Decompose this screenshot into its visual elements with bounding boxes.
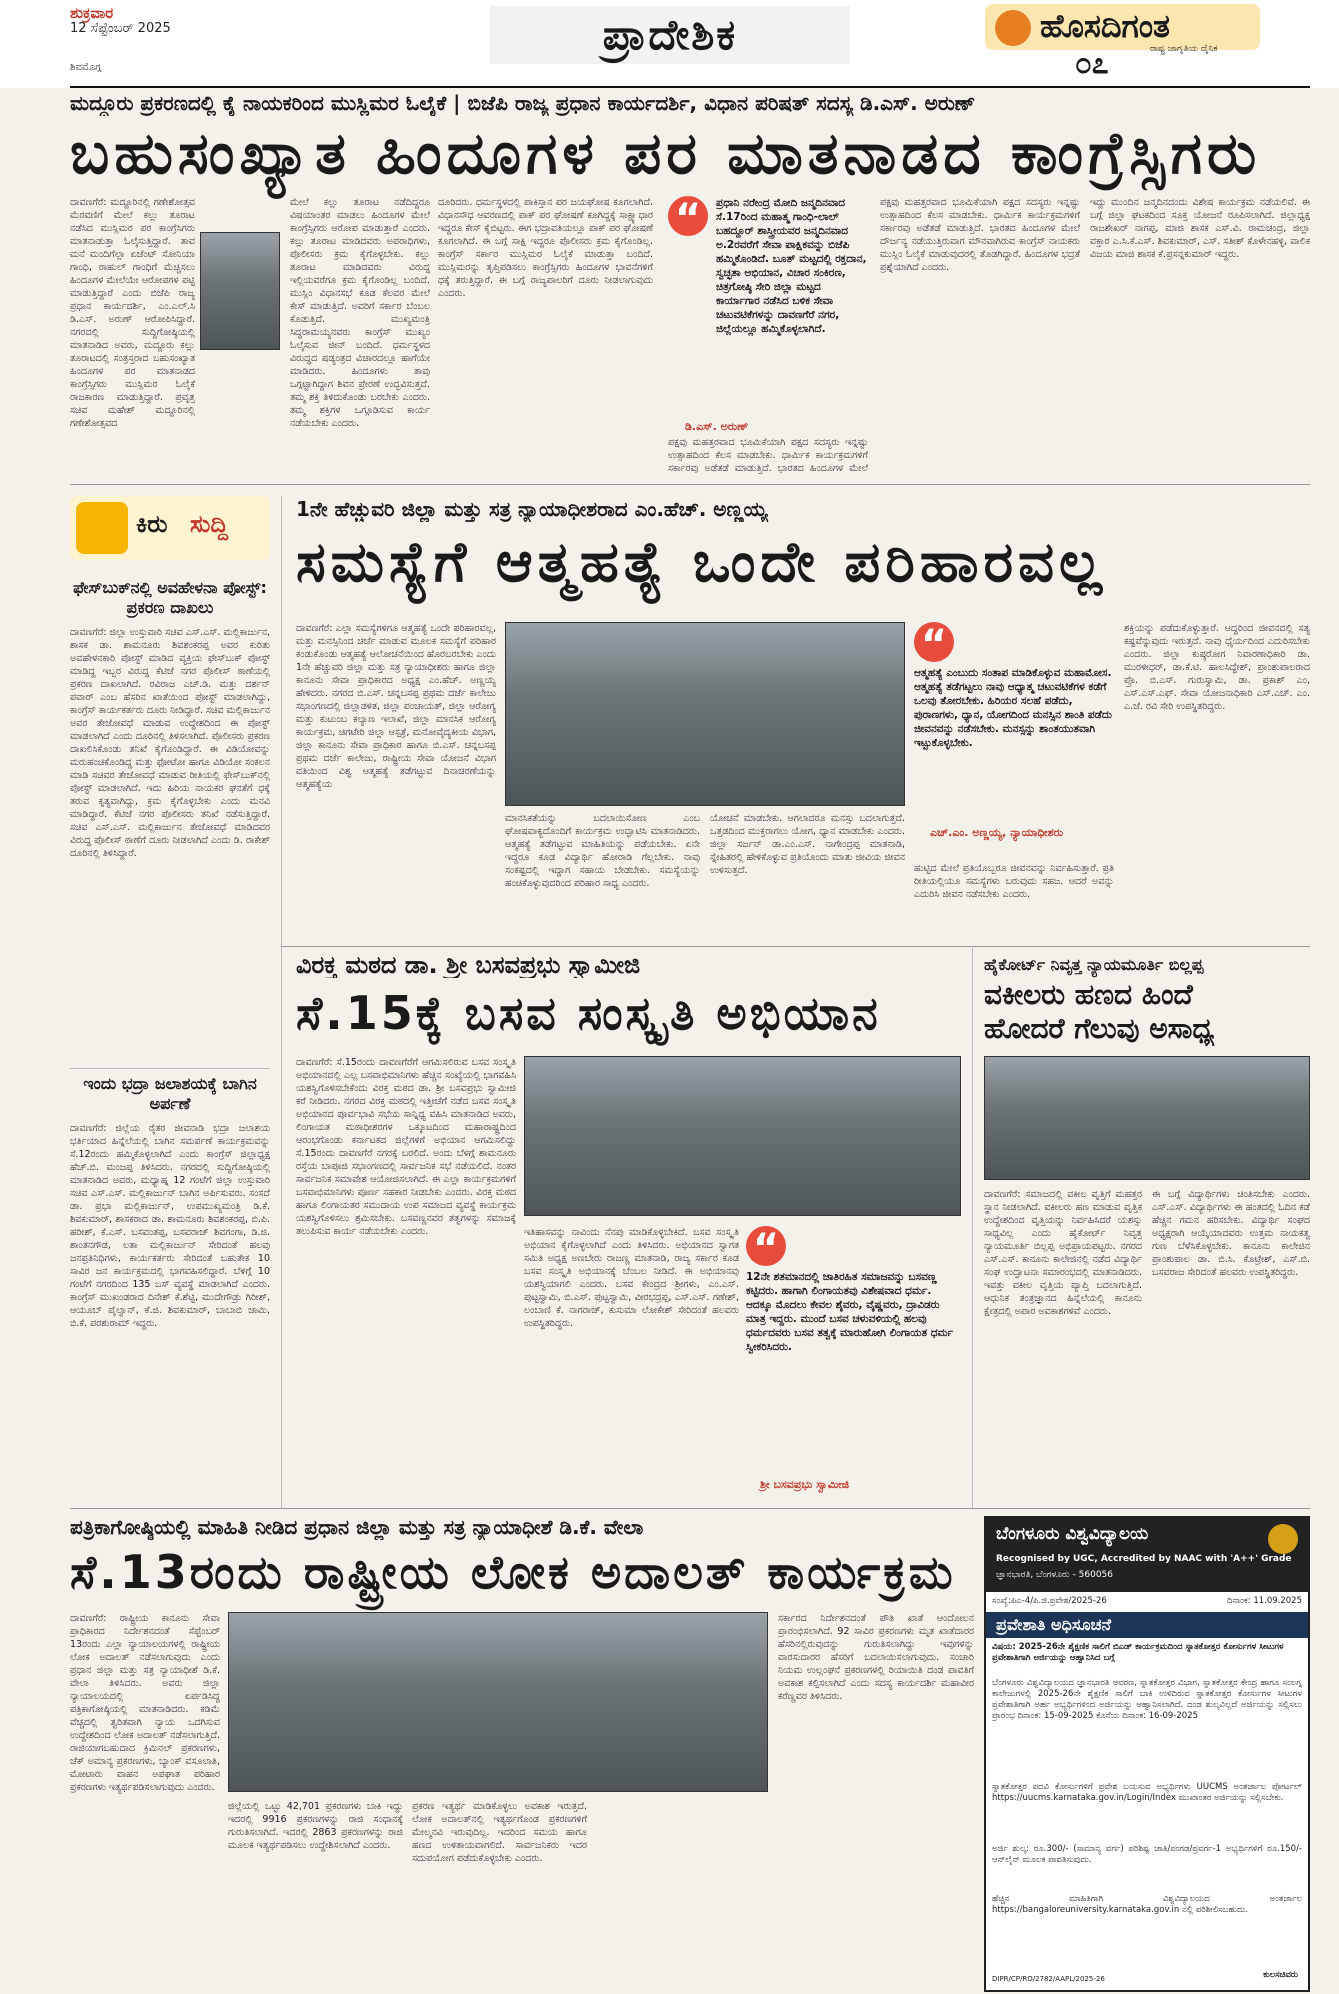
story1-col1: ದಾವಣಗೆರೆ: ಮದ್ದೂರಿನಲ್ಲಿ ಗಣೇಶೋತ್ಸವ ಮೆರವಣಿಗೆ ಮೇಲೆ ಕಲ್ಲು ತೂರಾಟ ನಡೆಸಿದ ಮುಸ್ಲಿಮರ ಪರ ಕಾಂಗ್ರೆಸಿಗರು ಮಾತನಾಡುತ್ತಾ ಓಲೈಸುತ್ತಿದ್ದಾರೆ. ತಾವ ಮನೆ ಮಂದಿಗೆಲ್ಲಾ ಏಜೆಂಟ್ ಸೋನಿಯಾ ಗಾಂಧಿ, ರಾಹುಲ್ ಗಾಂಧಿಗೆ ಮೆಚ್ಚಿಸಲು ಹಿಂದೂಗಳ ಮೇಲೆಯೇ ಆರೋಪಗಳ ಪಟ್ಟಿ ಮಾಡುತ್ತಿದ್ದಾರೆ ಎಂದು ಬಿಜೆಪಿ ರಾಜ್ಯ ಪ್ರಧಾನ ಕಾರ್ಯದರ್ಶಿ, ಎಂ.ಎಲ್.ಸಿ ಡಿ.ಎಸ್. ಅರುಣ್ ಆರೋಪಿಸಿದ್ದಾರೆ. ನಗರದಲ್ಲಿ ಸುದ್ದಿಗೋಷ್ಠಿಯಲ್ಲಿ ಮಾತನಾಡಿದ ಅವರು, ಮದ್ದೂರು ಕಲ್ಲು ತೂರಾಟದಲ್ಲಿ ಸಂತ್ರಸ್ತರಾದ ಬಹುಸಂಖ್ಯಾತ ಹಿಂದೂಗಳ ಪರ ಮಾತನಾಡದ ಕಾಂಗ್ರೆಸ್ಸಿಗರು ಮುಸ್ಲಿಮರ ಓಲೈಕೆ ರಾಜಕಾರಣ ಮಾಡುತ್ತಿದ್ದಾರೆ. ಪ್ರವೃತ್ತ ಸಚಿವ ಮಹೇಶ್ ಮದ್ದೂರಿನಲ್ಲಿ ಗಣೇಶೋತ್ಸವದ [70, 197, 195, 429]
story3-headline: ಸೆ.15ಕ್ಕೆ ಬಸವ ಸಂಸ್ಕೃತಿ ಅಭಿಯಾನ [296, 986, 881, 1040]
story1-quote-text: ಪ್ರಧಾನಿ ನರೇಂದ್ರ ಮೋದಿ ಜನ್ಮದಿನವಾದ ಸೆ.17ರಿಂದ ಮಹಾತ್ಮ ಗಾಂಧಿ-ಲಾಲ್ ಬಹದ್ದೂರ್ ಶಾಸ್ತ್ರೀಯವರ ಜನ್ಮದಿನವಾದ ಅ.2ರವರೆಗೆ ಸೇವಾ ಪಾಕ್ಷಿಕವನ್ನು ಬಿಜೆಪಿ ಹಮ್ಮಿಕೊಂಡಿದೆ. ಬೂತ್ ಮಟ್ಟದಲ್ಲಿ ರಕ್ತದಾನ, ಸ್ವಚ್ಛತಾ ಅಭಿಯಾನ, ವಿಚಾರ ಸಂಕಿರಣ, ಚಿತ್ರಗೋಷ್ಠಿ ಸೇರಿ ಜಿಲ್ಲಾ ಮಟ್ಟದ ಕಾರ್ಯಾಗಾರ ನಡೆಸಿದ ಬಳಿಕ ಸೇವಾ ಚಟುವಟಿಕೆಗಳನ್ನು ದಾವಣಗೆರೆ ನಗರ, ಜಿಲ್ಲೆಯಲ್ಲೂ ಹಮ್ಮಿಕೊಳ್ಳಲಾಗಿದೆ. [716, 197, 867, 335]
story3-photo [524, 1056, 961, 1216]
university-seal-icon [1268, 1524, 1298, 1554]
story2-quote-text: ಆತ್ಮಹತ್ಯೆ ಎಂಬುದು ಸಂತಾಪ ಮಾಡಿಕೊಳ್ಳುವ ಮಹಾಮೋಸ. ಆತ್ಮಹತ್ಯೆ ತಡೆಗಟ್ಟಲು ನಾವು ಆಧ್ಯಾತ್ಮ ಚಟುವಟಿಕೆಗಳ ಕಡೆಗೆ ಒಲವು ತೋರಬೇಕು. ಹಿರಿಯರ ಸಲಹೆ ಪಡೆದು, ಪುರಾಣಗಳು, ಧ್ಯಾನ, ಯೋಗದಿಂದ ಮನಸ್ಸಿನ ಶಾಂತಿ ಪಡೆದು ಜೀವನವನ್ನು ನಡೆಸಬೇಕು. ಮನಸ್ಸನ್ನು ಶಾಂತಯುತವಾಗಿ ಇಟ್ಟುಕೊಳ್ಳಬೇಕು. [914, 667, 1112, 749]
header-rule [70, 86, 1310, 88]
column-divider-right [972, 946, 973, 1508]
story5-col3b [596, 1800, 768, 1992]
story2-kicker: 1ನೇ ಹೆಚ್ಚುವರಿ ಜಿಲ್ಲಾ ಮತ್ತು ಸತ್ರ ನ್ಯಾಯಾಧೀಶರಾದ ಎಂ.ಹೆಚ್. ಅಣ್ಣಯ್ಯ [296, 497, 768, 521]
story1-col6: ಇದ್ದು ಮುಂದಿನ ಜನ್ಮದಿನದಂದು ವಿಶೇಷ ಕಾರ್ಯಕ್ರಮ ನಡೆಯಲಿವೆ. ಈ ಬಗ್ಗೆ ಜಿಲ್ಲಾ ಘಟಕದಿಂದ ಸೂಕ್ತ ಯೋಜನೆ ರೂಪಿಸಲಾಗಿದೆ. ಜಿಲ್ಲಾಧ್ಯಕ್ಷ ರಾಜಶೇಖರ್ ನಾಗಪ್ಪ, ಮಾಜಿ ಶಾಸಕ ಎಸ್.ವಿ. ರಾಮಚಂದ್ರ, ಜಿಲ್ಲಾ ವಕ್ತಾರ ಎ.ಸಿ.ಕೆ.ಎಸ್. ಶಿವಕುಮಾರ್, ಎಸ್. ಸತೀಶ್ ಕೊಳೇನಹಳ್ಳಿ, ವಾಲಿಕ ವಿಜಯ ಮಾಜಿ ಶಾಸಕ ಕೆ.ಪ್ರಸನ್ನಕುಮಾರ್ ಇದ್ದರು. [1090, 197, 1310, 260]
story4-headline-line1: ವಕೀಲರು ಹಣದ ಹಿಂದೆ [984, 978, 1193, 1011]
story5-kicker: ಪತ್ರಿಕಾಗೋಷ್ಠಿಯಲ್ಲಿ ಮಾಹಿತಿ ನೀಡಿದ ಪ್ರಧಾನ ಜಿಲ್ಲಾ ಮತ್ತು ಸತ್ರ ನ್ಯಾಯಾಧೀಶೆ ಡಿ.ಕೆ. ವೇಲಾ [70, 1515, 644, 1539]
story4-headline-line2: ಹೋದರೆ ಗೆಲುವು ಅಸಾಧ್ಯ [984, 1012, 1215, 1045]
page-number: ೦೭ [1075, 46, 1109, 81]
ad-band: ಪ್ರವೇಶಾತಿ ಅಧಿಸೂಚನೆ [986, 1612, 1308, 1638]
kirusuddi-item2-head: ಇಂದು ಭದ್ರಾ ಜಲಾಶಯಕ್ಕೆ ಬಾಗಿನ ಅರ್ಪಣೆ [83, 1074, 257, 1113]
story4-photo [984, 1056, 1310, 1180]
ad-subject: ವಿಷಯ: 2025-26ನೇ ಶೈಕ್ಷಣಿಕ ಸಾಲಿಗೆ ಬಿಎಡ್ ಕಾರ್ಯಕ್ರಮದಿಂದ ಸ್ನಾತಕೋತ್ತರ ಕೋರ್ಸುಗಳ ಸೀಟುಗಳ ಪ್ರವೇಶಾತಿಗಾಗಿ ಅರ್ಜಿಯನ್ನು ಆಹ್ವಾನಿಸಿದ ಬಗ್ಗೆ [992, 1642, 1284, 1663]
column-divider-left [281, 496, 282, 1508]
story5-col4: ಸರ್ಕಾರದ ನಿರ್ದೇಶನದಂತೆ ಪೌತಿ ಖಾತೆ ಆಂದೋಲನ ಪ್ರಾರಂಭಿಸಲಾಗಿದೆ. 92 ಸಾವಿರ ಪ್ರಕರಣಗಳು ಮೃತ ಖಾತೆದಾರರ ಹೆಸರಿನಲ್ಲಿರುವುದನ್ನು ಗುರುತಿಸಲಾಗಿದ್ದು ಇವುಗಳನ್ನು ವಾರಸುದಾರರ ಹೆಸರಿಗೆ ಬದಲಾಯಿಸಲಾಗುವುದು. ಸಂಚಾರಿ ನಿಯಮ ಉಲ್ಲಂಘನೆ ಪ್ರಕರಣಗಳಲ್ಲಿ ರಿಯಾಯಿತಿ ದಂಡ ಪಾವತಿಗೆ ಅವಕಾಶ ಕಲ್ಪಿಸಲಾಗಿದೆ ಎಂದು ಸದಸ್ಯ ಕಾರ್ಯದರ್ಶಿ ಮಹಾವೀರ ಕರೆಣ್ಣವರ ತಿಳಿಸಿದರು. [778, 1613, 974, 1702]
story5-col1: ದಾವಣಗೆರೆ: ರಾಷ್ಟ್ರೀಯ ಕಾನೂನು ಸೇವಾ ಪ್ರಾಧಿಕಾರದ ನಿರ್ದೇಶನದಂತೆ ಸೆಪ್ಟೆಂಬರ್ 13ರಂದು ಎಲ್ಲಾ ನ್ಯಾಯಾಲಯಗಳಲ್ಲಿ ರಾಷ್ಟ್ರೀಯ ಲೋಕ ಅದಾಲತ್ ನಡೆಸಲಾಗುವುದು ಎಂದು ಪ್ರಧಾನ ಜಿಲ್ಲಾ ಮತ್ತು ಸತ್ರ ನ್ಯಾಯಾಧೀಶೆ ಡಿ.ಕೆ. ವೇಲಾ ತಿಳಿಸಿದರು. ಅವರು ಜಿಲ್ಲಾ ನ್ಯಾಯಾಲಯದಲ್ಲಿ ಏರ್ಪಡಿಸಿದ್ದ ಪತ್ರಿಕಾಗೋಷ್ಠಿಯಲ್ಲಿ ಮಾತನಾಡಿದರು. ಕಡಿಮೆ ವೆಚ್ಚದಲ್ಲಿ ತ್ವರಿತವಾಗಿ ನ್ಯಾಯ ಒದಗಿಸುವ ಉದ್ದೇಶದಿಂದ ಲೋಕ ಅದಾಲತ್ ನಡೆಸಲಾಗುತ್ತಿದೆ. ರಾಜಿಯಾಗಬಹುದಾದ ಕ್ರಿಮಿನಲ್ ಪ್ರಕರಣಗಳು, ಚೆಕ್ ಅಮಾನ್ಯ ಪ್ರಕರಣಗಳು, ಬ್ಯಾಂಕ್ ವಸೂಲಾತಿ, ಮೋಟಾರು ವಾಹನ ಅಪಘಾತ ಪರಿಹಾರ ಪ್ರಕರಣಗಳು ಇತ್ಯರ್ಥಪಡಿಸಲಾಗುವುದು ಎಂದರು. [70, 1613, 220, 1793]
story3-kicker: ವಿರಕ್ತ ಮಠದ ಡಾ. ಶ್ರೀ ಬಸವಪ್ರಭು ಸ್ವಾಮೀಜಿ [296, 952, 641, 978]
story1-quote [668, 196, 868, 416]
ad-point3: ಹೆಚ್ಚಿನ ಮಾಹಿತಿಗಾಗಿ ವಿಶ್ವವಿದ್ಯಾಲಯದ ಅಂತರ್ಜಾಲ https://bangaloreuniversity.karnataka.gov.in ನಲ್ಲಿ ಪರಿಶೀಲಿಸಬಹುದು. [992, 1894, 1302, 1915]
story1-col2: ಮೇಲೆ ಕಲ್ಲು ತೂರಾಟ ನಡೆದಿದ್ದರೂ ವಿಷಯಾಂತರ ಮಾಡಲು ಹಿಂದೂಗಳ ಮೇಲೆ ಕಾಂಗ್ರೆಸ್ಸಿಗರು ಆರೋಪ ಮಾಡುತ್ತಾರೆ ಎಂದರು. ಕಲ್ಲು ತೂರಾಟ ಮಾಡಿದವರು ಅಪರಾಧಿಗಳು, ಪೊಲೀಸರು ಕ್ರಮ ಕೈಗೊಳ್ಳಬೇಕು. ಕಲ್ಲು ತೂರಾಟ ಮಾಡಿದವರು ವಿರುದ್ಧ ಇಲ್ಲಿಯವರೆಗೂ ಕ್ರಮ ಕೈಗೊಂಡಿಲ್ಲ ಬಂದಿದೆ. ಮುಸ್ಲಿಂ ವಿಧಾನಸಭೆ ಕೂಡ ಕೆಲವರ ಮೇಲೆ ಕೇಸ್ ಮಾಡುತ್ತಿದೆ. ಅವರಿಗೆ ಸರ್ಕಾರ ಬೆಂಬಲ ಕೊಡುತ್ತಿದೆ. ಮುಖ್ಯಮಂತ್ರಿ ಸಿದ್ದರಾಮಯ್ಯನವರು ಕಾಂಗ್ರೆಸ್ ಮುಖ್ಯಂ ಓಲೈಸುವ ಜೀನ್ ಬಂದಿದೆ. ಧರ್ಮಸ್ಥಳದ ವಿರುದ್ಧದ ಷಡ್ಯಂತ್ರದ ವಿಚಾರದಲ್ಲೂ ಹಾಗೆಯೇ ಮಾಡಿದರು. ಹಿಂದೂಗಳು ತಾವು ಒಗ್ಗಟ್ಟಾಗಿದ್ದಾಗ ಶಿವನ ಪ್ರೇರಣೆ ಉದ್ಭವಿಸುತ್ತದೆ. ತಮ್ಮ ಶಕ್ತಿ ತಿಳಿದುಕೊಂಡು ಬರಬೇಕು ಎಂದರು. ತಮ್ಮ ಶಕ್ತಿಗಳ ಒಗ್ಗೂಡಿಸುವ ಕಾರ್ಯ ನಡೆಯಬೇಕು ಎಂದರು. [290, 197, 430, 429]
story2-headline: ಸಮಸ್ಯೆಗೆ ಆತ್ಮಹತ್ಯೆ ಒಂದೇ ಪರಿಹಾರವಲ್ಲ [296, 530, 1107, 595]
story3-col1: ದಾವಣಗೆರೆ: ಸೆ.15ರಂದು ದಾವಣಗೆರೆಗೆ ಆಗಮಿಸಲಿರುವ ಬಸವ ಸಂಸ್ಕೃತಿ ಅಭಿಯಾನದಲ್ಲಿ ಎಲ್ಲ ಬಸವಾಭಿಮಾನಿಗಳು ಹೆಚ್ಚಿನ ಸಂಖ್ಯೆಯಲ್ಲಿ ಭಾಗವಹಿಸಿ ಯಶಸ್ವಿಗೊಳಿಸಬೇಕೆಂದು ವಿರಕ್ತ ಮಠದ ಡಾ. ಶ್ರೀ ಬಸವಪ್ರಭು ಸ್ವಾಮೀಜಿ ಕರೆ ನೀಡಿದರು. ನಗರದ ವಿರಕ್ತ ಮಠದಲ್ಲಿ ಇತ್ತೀಚೆಗೆ ನಡೆದ ಬಸವ ಸಂಸ್ಕೃತಿ ಅಭಿಯಾನದ ಪೂರ್ವಭಾವಿ ಸಭೆಯ ಸಾನ್ನಿಧ್ಯ ವಹಿಸಿ ಮಾತನಾಡಿದ ಅವರು, ಲಿಂಗಾಯತ ಮಠಾಧೀಶರಗಳ ಒಕ್ಕೂಟದಿಂದ ಮಹಾರಾಷ್ಟ್ರದಿಂದ ಆರಂಭಗೊಂಡು ಕರ್ನಾಟಕದ ಜಿಲ್ಲೆಗಳಿಗೆ ಅಭಿಯಾನ ಆಗಮಿಸಲಿದ್ದು ಸೆ.15ರಂದು ದಾವಣಗೆರೆ ನಗರಕ್ಕೆ ಬರಲಿದೆ. ಅಂದು ಬೆಳಗ್ಗೆ ಶಾಮನೂರು ರಸ್ತೆಯ ಬಾಪೂಜಿ ಸಭಾಂಗಣದಲ್ಲಿ ಸಾರ್ವಜನಿಕ ಸಭೆ ನಡೆಯಲಿದೆ. ನಂತರ ಸಾರ್ವಜನಿಕ ಸಮಾವೇಶ ಆಯೋಜಿಸಲಾಗಿದೆ. ಈ ಎಲ್ಲಾ ಕಾರ್ಯಕ್ರಮಗಳಿಗೆ ಬಸವಾಭಿಮಾನಿಗಳು ಪೂರ್ಣ ಸಹಕಾರ ನೀಡಬೇಕು ಎಂದರು. ವಿರಕ್ತ ಮಠದ ಹಾಗೂ ಲಿಂಗಾಯತರ ಸಮುದಾಯ ಉಪ ಸಮಾಜದ ವ್ಯವಸ್ಥೆ ಕಾರ್ಯಕ್ರಮ ಯಶಸ್ವಿಗೊಳಿಸಲು ಶ್ರಮಿಸಬೇಕು. ಬಸವಣ್ಣನವರ ತತ್ವಗಳನ್ನು ಸಮಾಜಕ್ಕೆ ತಲುಪಿಸುವ ಕಾರ್ಯ ನಡೆಯಬೇಕು ಎಂದರು. [296, 1057, 516, 1237]
story3-quote-author: ಶ್ರೀ ಬಸವಪ್ರಭು ಸ್ವಾಮೀಜಿ [760, 1478, 850, 1491]
quote-mark-icon: “ [746, 1226, 786, 1266]
story1-col4: ಪಕ್ಷವು ಮಹತ್ತರವಾದ ಭೂಮಿಕೆಯಾಗಿ ಪಕ್ಷದ ಸದಸ್ಯರು ಇನ್ನಷ್ಟು ಉತ್ಸಾಹದಿಂದ ಕೆಲಸ ಮಾಡಬೇಕು. ಧಾರ್ಮಿಕ ಕಾರ್ಯಕ್ರಮಗಳಿಗೆ ಸರ್ಕಾರವು ಅಡೆತಡೆ ಮಾಡುತ್ತಿದೆ. ಭಾರತದ ಹಿಂದೂಗಳ ಮೇಲೆ [668, 437, 868, 474]
story2-quote-author: ಎಚ್.ಎಂ. ಅಣ್ಣಯ್ಯ, ನ್ಯಾಯಾಧೀಶರು [930, 826, 1063, 839]
story2-col5: ಹುಟ್ಟಿದ ಮೇಲೆ ಪ್ರತಿಯೊಬ್ಬರೂ ಜೀವನವನ್ನು ನಿರ್ವಹಿಸುತ್ತಾರೆ. ಪ್ರತಿ ರೀತಿಯಲ್ಲಿಯೂ ಸಮಸ್ಯೆಗಳು ಬರುವುದು ಸಹಜ. ಆದರೆ ಅವನ್ನು ಎದುರಿಸಿ ಜೀವನ ನಡೆಸಬೇಕು ಎಂದರು. [914, 863, 1114, 900]
ad-header [986, 1518, 1308, 1592]
ad-code: DIPR/CP/RO/2782/AAPL/2025-26 [992, 1975, 1105, 1983]
ad-ref: ಸಂಖ್ಯೆ:ಪಿಎ-4/ಪಿ.ಜಿ.ಪ್ರವೇಶ/2025-26 [992, 1596, 1107, 1606]
quote-mark-icon: “ [914, 622, 954, 662]
kirusuddi-item1-head: ಫೇಸ್‌ಬುಕ್‌ನಲ್ಲಿ ಅವಹೇಳನಾ ಪೋಸ್ಟ್: ಪ್ರಕರಣ ದಾಖಲು [73, 578, 267, 617]
kirusuddi-label-a: ಕಿರು [136, 510, 168, 538]
ad-point1: ಸ್ನಾತಕೋತ್ತರ ಪದವಿ ಕೋರ್ಸುಗಳಿಗೆ ಪ್ರವೇಶ ಬಯಸುವ ಅಭ್ಯರ್ಥಿಗಳು UUCMS ಅಂತರ್ಜಾಲ ಪೋರ್ಟಲ್ https://uucms.karnataka.gov.in/Login/Index ಮುಖಾಂತರ ಅರ್ಜಿಯನ್ನು ಸಲ್ಲಿಸಬೇಕು. [992, 1782, 1302, 1803]
dateline-place: ಶಿವಮೊಗ್ಗ [70, 62, 102, 73]
ad-title: ಬೆಂಗಳೂರು ವಿಶ್ವವಿದ್ಯಾಲಯ [996, 1524, 1149, 1544]
kirusuddi-item2-body: ದಾವಣಗೆರೆ: ಜಿಲ್ಲೆಯ ರೈತರ ಜೀವನಾಡಿ ಭದ್ರಾ ಜಲಾಶಯ ಭರ್ತಿಯಾದ ಹಿನ್ನೆಲೆಯಲ್ಲಿ ಬಾಗಿನ ಸಮರ್ಪಣೆ ಕಾರ್ಯಕ್ರಮವನ್ನು ಸೆ.12ರಂದು ಹಮ್ಮಿಕೊಳ್ಳಲಾಗಿದೆ ಎಂದು ಕಾಂಗ್ರೆಸ್ ಜಿಲ್ಲಾಧ್ಯಕ್ಷ ಹೆಚ್.ಬಿ. ಮಂಜಪ್ಪ ತಿಳಿಸಿದರು. ನಗರದಲ್ಲಿ ಸುದ್ದಿಗೋಷ್ಠಿಯಲ್ಲಿ ಮಾತನಾಡಿದ ಅವರು, ಮಧ್ಯಾಹ್ನ 12 ಗಂಟೆಗೆ ಜಿಲ್ಲಾ ಉಸ್ತುವಾರಿ ಸಚಿವ ಎಸ್.ಎಸ್. ಮಲ್ಲಿಕಾರ್ಜುನ್ ಬಾಗಿನ ಅರ್ಪಿಸುವರು. ಸಂಸದೆ ಡಾ. ಪ್ರಭಾ ಮಲ್ಲಿಕಾರ್ಜುನ್, ಉಪಮುಖ್ಯಮಂತ್ರಿ ಡಿ.ಕೆ. ಶಿವಕುಮಾರ್, ಶಾಸಕರಾದ ಡಾ. ಶಾಮನೂರು ಶಿವಶಂಕರಪ್ಪ, ಬಿ.ಪಿ. ಹರೀಶ್, ಕೆ.ಎಸ್. ಬಸವಂತಪ್ಪ, ಬಸವರಾಜ್ ಶಿವಗಂಗಾ, ಡಿ.ಜಿ. ಶಾಂತನಗೌಡ, ಲತಾ ಮಲ್ಲಿಕಾರ್ಜುನ್ ಸೇರಿದಂತೆ ಹಲವು ಜನಪ್ರತಿನಿಧಿಗಳು, ಕಾರ್ಯಕರ್ತರು ಸೇರಿದಂತೆ ಬಹುತೇಕ 10 ಸಾವಿರ ಜನ ಕಾರ್ಯಕ್ರಮದಲ್ಲಿ ಭಾಗವಹಿಸಲಿದ್ದಾರೆ. ಬೆಳಿಗ್ಗೆ 10 ಗಂಟೆಗೆ ನಗರದಿಂದ 135 ಬಸ್ ವ್ಯವಸ್ಥೆ ಮಾಡಲಾಗಿದೆ ಎಂದರು. ಕಾಂಗ್ರೆಸ್ ಮುಖಂಡರಾದ ದಿನೇಶ್ ಕೆ.ಶೆಟ್ಟಿ, ಮುದೇಗೌಡ್ರು ಗಿರೀಶ್, ಆಯೂಬ್ ಪೈಲ್ವಾನ್, ಕೆ.ಜಿ. ಶಿವಕುಮಾರ್, ಬಾಬಾಬಿ ಜಾಮಿ, ಬಿ.ಕೆ. ಪರಶುರಾಮ್ ಇದ್ದರು. [70, 1123, 270, 1329]
story4-col2: ಈ ಬಗ್ಗೆ ವಿದ್ಯಾರ್ಥಿಗಳು ಚಿಂತಿಸಬೇಕು ಎಂದರು. ಎಸ್.ಎಸ್. ವಿದ್ಯಾರ್ಥಿಗಳು ಈ ಹಂತದಲ್ಲಿ ಓದಿನ ಕಡೆ ಹೆಚ್ಚಿನ ಗಮನ ಹರಿಸಬೇಕು. ವಿದ್ಯಾರ್ಥಿ ಸಂಘದ ಅಧ್ಯಕ್ಷರಾಗಿ ಆಯ್ಕೆಯಾದವರು ಉತ್ತಮ ನಾಯಕತ್ವ ಗುಣ ಬೆಳೆಸಿಕೊಳ್ಳಬೇಕು. ಕಾನೂನು ಕಾಲೇಜಿನ ಪ್ರಾಂಶುಪಾಲ ಡಾ. ಬಿ.ಸಿ. ಕೊಟ್ರೇಶ್, ಎಸ್.ಬಿ. ಬಸವರಾಜ ಸೇರಿದಂತೆ ಹಲವರು ಉಪಸ್ಥಿತರಿದ್ದರು. [1152, 1189, 1310, 1278]
university-ad [984, 1516, 1310, 1992]
brand-tagline: ರಾಷ್ಟ್ರ ಜಾಗೃತಿಯ ದೈನಿಕ [1150, 44, 1218, 54]
story4-kicker: ಹೈಕೋರ್ಟ್ ನಿವೃತ್ತ ನ್ಯಾಯಮೂರ್ತಿ ಬಿಲ್ಲಪ್ಪ [984, 955, 1204, 974]
story1-portrait [200, 232, 280, 350]
story4-col1: ದಾವಣಗೆರೆ: ಸಮಾಜದಲ್ಲಿ ವಕೀಲ ವೃತ್ತಿಗೆ ಮಹತ್ತರ ಸ್ಥಾನ ನೀಡಲಾಗಿದೆ. ವಕೀಲರು ಹಣ ಮಾಡುವ ವೃತ್ತಿಕ ಉದ್ದೇಶದಿಂದ ವೃತ್ತಿಯನ್ನು ನಿರ್ವಹಿಸಿದರೆ ಯಶಸ್ಸು ಸಾಧ್ಯವಿಲ್ಲ ಎಂದು ಹೈಕೋರ್ಟ್ ನಿವೃತ್ತ ನ್ಯಾಯಮೂರ್ತಿ ಬಿಲ್ಲಪ್ಪ ಅಭಿಪ್ರಾಯಪಟ್ಟರು. ನಗರದ ಎಸ್.ಎಸ್. ಕಾನೂನು ಕಾಲೇಜಿನಲ್ಲಿ ನಡೆದ ವಿದ್ಯಾರ್ಥಿ ಸಂಘ ಉದ್ಘಾಟನಾ ಸಮಾರಂಭದಲ್ಲಿ ಮಾತನಾಡಿದರು. ಇವತ್ತು ವಕೀಲ ವೃತ್ತಿಯ ವ್ಯಾಪ್ತಿ ಬದಲಾಗುತ್ತಿದೆ. ಆಧುನಿಕ ತಂತ್ರಜ್ಞಾನದ ಹಿನ್ನೆಲೆಯಲ್ಲಿ ಕಾನೂನು ಕ್ಷೇತ್ರದಲ್ಲಿ ಅಪಾರ ಅವಕಾಶಗಳಿವೆ ಎಂದರು. [984, 1189, 1142, 1317]
divider-3 [70, 1508, 1310, 1509]
kirusuddi-banner [70, 496, 270, 560]
ad-signatory: ಕುಲಸಚಿವರು [1263, 1970, 1298, 1980]
story2-col2: ಮಾನಸಿಕತೆಯನ್ನು ಬದಲಾಯಿಸೋಣ ಎಂಬ ಘೋಷವಾಕ್ಯದೊಂದಿಗೆ ಕಾರ್ಯಕ್ರಮ ಉದ್ಘಾಟಿಸಿ ಮಾತನಾಡಿದರು. ಆತ್ಮಹತ್ಯೆ ತಡೆಗಟ್ಟುವ ಮಾಹಿತಿಯನ್ನು ಪಡೆಯಬೇಕು. ಏನೇ ಇದ್ದರೂ ಕೂಡ ವಿದ್ಯಾರ್ಥಿ ಹೋರಾಡಿ ಗೆಲ್ಲಬೇಕು. ನಾವು ಸಂಕಷ್ಟದಲ್ಲಿ ಇದ್ದಾಗ ಸಹಾಯ ಬೇಡಬೇಕು. ಸಮಸ್ಯೆಯನ್ನು ಹಂಚಿಕೊಳ್ಳುವುದರಿಂದ ಪರಿಹಾರ ಸಾಧ್ಯ ಎಂದರು. [505, 813, 700, 889]
ad-point2: ಅರ್ಜಿ ಶುಲ್ಕ: ರೂ.300/- (ಸಾಮಾನ್ಯ ವರ್ಗ) ಪರಿಶಿಷ್ಟ ಜಾತಿ/ಪಂಗಡ/ಪ್ರವರ್ಗ-1 ಅಭ್ಯರ್ಥಿಗಳಿಗೆ ರೂ.150/- ಆನ್‌ಲೈನ್ ಮೂಲಕ ಪಾವತಿಸುವುದು. [992, 1844, 1302, 1865]
story3-col2: ಇತಿಹಾಸವನ್ನು ನಾವಿಂದು ನೆನಪು ಮಾಡಿಕೊಳ್ಳಬೇಕಿದೆ. ಬಸವ ಸಂಸ್ಕೃತಿ ಅಭಿಯಾನ ಕೈಗೊಳ್ಳಲಾಗಿದೆ ಎಂದು ತಿಳಿಸಿದರು. ಅಭಿಯಾನದ ಸ್ವಾಗತ ಸಮಿತಿ ಅಧ್ಯಕ್ಷ ಅಣಬೇರು ರಾಜಣ್ಣ ಮಾತನಾಡಿ, ರಾಜ್ಯ ಸರ್ಕಾರ ಕೂಡ ಬಸವ ಸಂಸ್ಕೃತಿ ಅಭಿಯಾನಕ್ಕೆ ಬೆಂಬಲ ನೀಡಿದೆ. ಈ ಅಭಿಯಾನವು ಯಶಸ್ವಿಯಾಗಲಿ ಎಂದರು. ಬಸವ ಕೇಂದ್ರದ ಶ್ರೀಗಳು, ಎಂ.ಎಸ್. ಪುಟ್ಟಸ್ವಾಮಿ, ಬಿ.ಎಸ್. ಪುಟ್ಟಸ್ವಾಮಿ, ವೀರಭದ್ರಪ್ಪ, ಎಸ್.ಎಸ್. ಗಣೇಶ್, ಲಂಬಾಣಿ ಕೆ. ನಾಗರಾಜ್, ಕುಸುಮಾ ಲೋಕೇಶ್ ಸೇರಿದಂತೆ ಹಲವರು ಉಪಸ್ಥಿತರಿದ್ದರು. [524, 1227, 739, 1329]
kirusuddi-item1-body: ದಾವಣಗೆರೆ: ಜಿಲ್ಲಾ ಉಸ್ತುವಾರಿ ಸಚಿವ ಎಸ್.ಎಸ್. ಮಲ್ಲಿಕಾರ್ಜುನ, ಶಾಸಕ ಡಾ. ಶಾಮನೂರು ಶಿವಶಂಕರಪ್ಪ ಅವರ ಕುರಿತು ಅವಹೇಳನಕಾರಿ ಪೋಸ್ಟ್ ಮಾಡಿದ ವ್ಯಕ್ತಿಯ ಫೇಸ್‌ಬುಕ್ ಪೋಸ್ಟ್ ಮಾಡಿದ್ದ ಇಬ್ಬರ ವಿರುದ್ಧ ಕೆಟಿಜೆ ನಗರ ಪೊಲೀಸ್ ಠಾಣೆಯಲ್ಲಿ ಪ್ರಕರಣ ದಾಖಲಾಗಿದೆ. ರವಿರಾಜ ಎಚ್.ಡಿ. ಮತ್ತು ದರ್ಶನ್ ಪವಾರ್ ಎಂಬ ಹೆಸರಿನ ಖಾತೆಯಿಂದ ಪೋಸ್ಟ್ ಮಾಡಲಾಗಿದ್ದು, ಕಾಂಗ್ರೆಸ್ ಕಾರ್ಯಕರ್ತರು ದೂರು ನೀಡಿದ್ದಾರೆ. ಸಚಿವ ಮಲ್ಲಿಕಾರ್ಜುನ ಅವರ ತೇಜೋವಧೆ ಮಾಡುವ ಉದ್ದೇಶದಿಂದ ಈ ಪೋಸ್ಟ್ ಮಾಡಲಾಗಿದೆ ಎಂದು ದೂರಿನಲ್ಲಿ ತಿಳಿಸಲಾಗಿದೆ. ಪೊಲೀಸರು ಪ್ರಕರಣ ದಾಖಲಿಸಿಕೊಂಡು ತನಿಖೆ ಕೈಗೊಂಡಿದ್ದಾರೆ. ಈ ವಿಡಿಯೋವನ್ನು ಮರುಹಂಚಿಕೊಂಡಿದ್ದ ಮತ್ತು ಫೋಟೋ ಹಾಗೂ ವಿಡಿಯೋ ಸಂಕಲನ ಮಾಡಿ ಸಚಿವರ ತೇಜೋವಧೆ ಮಾಡುವ ರೀತಿಯಲ್ಲಿ ಫೇಸ್‌ಬುಕ್‌ನಲ್ಲಿ ಪೋಸ್ಟ್ ಮಾಡಲಾಗಿದೆ. ಇದು ಹಿರಿಯ ನಾಯಕರ ಘನತೆಗೆ ಧಕ್ಕೆ ತರುವ ಕೃತ್ಯವಾಗಿದ್ದು, ಕ್ರಮ ಕೈಗೊಳ್ಳಬೇಕು ಎಂದು ಮನವಿ ಮಾಡಿದ್ದಾರೆ. ಕೆಟಿಜೆ ನಗರ ಪೊಲೀಸರು ತನಿಖೆ ನಡೆಸುತ್ತಿದ್ದಾರೆ. ಸಚಿವ ಎಸ್.ಎಸ್. ಮಲ್ಲಿಕಾರ್ಜುನ ತೇಜೋವಧೆ ಮಾಡಿದವರ ವಿರುದ್ಧ ಪೊಲೀಸ್ ಠಾಣೆಗೆ ದೂರು ನೀಡಲಾಗಿದೆ ಎಂದು ಡಿ. ರಾಕೇಶ್ ದೂರಿನಲ್ಲಿ ತಿಳಿಸಿದ್ದಾರೆ. [70, 627, 270, 859]
story1-col3: ದೂರಿದರು. ಧರ್ಮಸ್ಥಳದಲ್ಲಿ ಪಾಕಿಸ್ತಾನ ಪರ ಜಯಘೋಷ ಕೂಗಲಾಗಿದೆ. ವಿಧಾನಸೌಧ ಆವರಣದಲ್ಲಿ ಪಾಕ್ ಪರ ಘೋಷಣೆ ಕೂಗಿದ್ದಕ್ಕೆ ಸಾಕ್ಷ್ಯಾಧಾರ ಇದ್ದರೂ ಕೇಸ್ ಕೈಬಿಟ್ಟರು. ಈಗ ಭದ್ರಾವತಿಯಲ್ಲೂ ಪಾಕ್ ಪರ ಘೋಷಣೆ ಕೂಗಲಾಗಿದೆ. ಈ ಬಗ್ಗೆ ಸಾಕ್ಷಿ ಇದ್ದರೂ ಪೊಲೀಸರು ಕ್ರಮ ಕೈಗೊಂಡಿಲ್ಲ. ಕಾಂಗ್ರೆಸ್ ಸರ್ಕಾರ ಮುಸ್ಲಿಮರ ಓಲೈಕೆ ಮಾಡುತ್ತಾ ಬಂದಿದೆ. ಮುಸ್ಲಿಮರನ್ನು ತೃಪ್ತಿಪಡಿಸಲು ಕಾಂಗ್ರೆಸ್ಸಿಗರು ಹಿಂದೂಗಳ ಭಾವನೆಗಳಿಗೆ ಧಕ್ಕೆ ತರುತ್ತಿದ್ದಾರೆ. ಈ ಬಗ್ಗೆ ರಾಜ್ಯಪಾಲರಿಗೆ ದೂರು ನೀಡಲಾಗುವುದು ಎಂದರು. [438, 197, 653, 299]
ad-date: ದಿನಾಂಕ: 11.09.2025 [1226, 1596, 1302, 1606]
story2-col6: ಶಕ್ತಿಯನ್ನು ಪಡೆದುಕೊಳ್ಳುತ್ತಾರೆ. ಆದ್ದರಿಂದ ಜೀವನದಲ್ಲಿ ಸತ್ಯ ಕಷ್ಟವೆನ್ನುವುದು ಇರುತ್ತದೆ. ನಾವು ಧೈರ್ಯದಿಂದ ಎದುರಿಸಬೇಕು ಎಂದರು. ಜಿಲ್ಲಾ ಕುಷ್ಠರೋಗ ನಿವಾರಣಾಧಿಕಾರಿ ಡಾ. ಮುರಳೀಧರ್, ಡಾ.ಕೆ.ಟಿ. ಹಾಲಸಿದ್ಧೇಶ್, ಪ್ರಾಂಶುಪಾಲರಾದ ಪ್ರೊ. ಬಿ.ಎಸ್. ಗುರುಸ್ವಾಮಿ, ಡಾ. ಪ್ರಕಾಶ್ ಎಂ, ಎಸ್.ಎಸ್.ಎಫ್. ಸೇವಾ ಯೋಜನಾಧಿಕಾರಿ ಎಸ್.ಎಚ್. ಎಂ. ಎ.ಜೆ. ರವಿ ಸೇರಿ ಉಪಸ್ಥಿತರಿದ್ದರು. [1124, 623, 1310, 712]
story3-quote [746, 1226, 961, 1476]
ad-subtitle: Recognised by UGC, Accredited by NAAC with 'A++' Grade [996, 1554, 1292, 1564]
story4-headline [984, 978, 1310, 1046]
issue-date: ಶುಕ್ರವಾರ 12 ಸೆಪ್ಟೆಂಬರ್ 2025 [70, 4, 171, 36]
divider-1 [70, 484, 1310, 485]
story5-col2: ಜಿಲ್ಲೆಯಲ್ಲಿ ಒಟ್ಟು 42,701 ಪ್ರಕರಣಗಳು ಬಾಕಿ ಇದ್ದು ಇದರಲ್ಲಿ 9916 ಪ್ರಕರಣಗಳನ್ನು ರಾಜಿ ಸಂಧಾನಕ್ಕೆ ಗುರುತಿಸಲಾಗಿದೆ. ಇದರಲ್ಲಿ 2863 ಪ್ರಕರಣಗಳನ್ನು ರಾಜಿ ಮೂಲಕ ಇತ್ಯರ್ಥಪಡಿಸಲು ಉದ್ದೇಶಿಸಲಾಗಿದೆ ಎಂದರು. [228, 1801, 403, 1851]
brand-logo-icon [995, 10, 1031, 46]
story1-kicker: ಮದ್ದೂರು ಪ್ರಕರಣದಲ್ಲಿ ಕೈ ನಾಯಕರಿಂದ ಮುಸ್ಲಿಮರ ಓಲೈಕೆ | ಬಿಜೆಪಿ ರಾಜ್ಯ ಪ್ರಧಾನ ಕಾರ್ಯದರ್ಶಿ, ವಿಧಾನ ಪರಿಷತ್ ಸದಸ್ಯ ಡಿ.ಎಸ್. ಅರುಣ್ [70, 91, 976, 115]
story2-photo [505, 622, 905, 806]
divider-2 [281, 946, 1310, 947]
kirusuddi-divider [70, 1068, 270, 1069]
story5-photo [228, 1612, 768, 1792]
ad-body: ಬೆಂಗಳೂರು ವಿಶ್ವವಿದ್ಯಾಲಯದ ಜ್ಞಾನಭಾರತಿ ಆವರಣ, ಸ್ನಾತಕೋತ್ತರ ವಿಭಾಗ, ಸ್ನಾತಕೋತ್ತರ ಕೇಂದ್ರ ಹಾಗೂ ಸಂಲಗ್ನ ಕಾಲೇಜುಗಳಲ್ಲಿ 2025-26ನೇ ಶೈಕ್ಷಣಿಕ ಸಾಲಿಗೆ ಬಾಕಿ ಉಳಿದಿರುವ ಸ್ನಾತಕೋತ್ತರ ಕೋರ್ಸುಗಳ ಸೀಟುಗಳ ಪ್ರವೇಶಾತಿಗಾಗಿ ಅರ್ಹ ಅಭ್ಯರ್ಥಿಗಳಿಂದ ಅರ್ಜಿಯನ್ನು ಆಹ್ವಾನಿಸಲಾಗಿದೆ. ದಂಡ ಶುಲ್ಕವಿಲ್ಲದೆ ಅರ್ಜಿಯನ್ನು ಸಲ್ಲಿಸಲು ಪ್ರಾರಂಭ ದಿನಾಂಕ: 15-09-2025 ಕೊನೆಯ ದಿನಾಂಕ: 16-09-2025 [992, 1678, 1302, 1721]
story1-quote-author: ಡಿ.ಎಸ್. ಅರುಣ್ [685, 420, 749, 433]
story2-quote [914, 622, 1114, 822]
kirusuddi-label-b: ಸುದ್ದಿ [190, 510, 229, 538]
story5-headline: ಸೆ.13ರಂದು ರಾಷ್ಟ್ರೀಯ ಲೋಕ ಅದಾಲತ್ ಕಾರ್ಯಕ್ರಮ [70, 1545, 956, 1599]
hand-icon [76, 502, 128, 554]
story2-col3: ಯೋಚನೆ ಮಾಡಬೇಕು. ಆಗಲಾದರೂ ಮನಸ್ಸು ಬದಲಾಗುತ್ತದೆ. ಒತ್ತಡದಿಂದ ಮುಕ್ತರಾಗಲು ಯೋಗ, ಧ್ಯಾನ ಮಾಡಬೇಕು ಎಂದರು. ಜಿಲ್ಲಾ ಸರ್ಜನ್ ಡಾ.ಎಂ.ಎಸ್. ನಾಗೇಂದ್ರಪ್ಪ ಮಾತನಾಡಿ, ಸ್ನೇಹಿತರಲ್ಲಿ ಹೇಳಿಕೊಳ್ಳುವ ಪ್ರತಿಯೊಂದು ಮಾತು ಜೀವಿಯ ಜೀವನ ಉಳಿಸುತ್ತದೆ. [710, 813, 905, 876]
story3-quote-text: 12ನೇ ಶತಮಾನದಲ್ಲಿ ಜಾತಿರಹಿತ ಸಮಾಜವನ್ನು ಬಸವಣ್ಣ ಕಟ್ಟಿದರು. ಹಾಗಾಗಿ ಲಿಂಗಾಯತವು ವಿಶೇಷವಾದ ಧರ್ಮ. ಆದಕ್ಕೂ ಮೊದಲು ಕೇವಲ ಶೈವರು, ವೈಷ್ಣವರು, ದ್ರಾವಿಡರು ಮಾತ್ರ ಇದ್ದರು. ಮುಂದೆ ಬಸವ ಚಳುವಳಿಯಲ್ಲಿ ಹಲವು ಧರ್ಮದವರು ಬಸವ ತತ್ವಕ್ಕೆ ಮಾರುಹೋಗಿ ಲಿಂಗಾಯತ ಧರ್ಮ ಸ್ವೀಕರಿಸಿದರು. [746, 1271, 953, 1353]
story1-headline: ಬಹುಸಂಖ್ಯಾತ ಹಿಂದೂಗಳ ಪರ ಮಾತನಾಡದ ಕಾಂಗ್ರೆಸ್ಸಿಗರು [70, 119, 1262, 187]
section-title: ಪ್ರಾದೇಶಿಕ [490, 6, 850, 64]
story5-col3: ಪ್ರಕರಣ ಇತ್ಯರ್ಥ ಮಾಡಿಕೊಳ್ಳಲು ಅವಕಾಶ ಇರುತ್ತದೆ. ಲೋಕ ಅದಾಲತ್‌ನಲ್ಲಿ ಇತ್ಯರ್ಥಗೊಂಡ ಪ್ರಕರಣಗಳಿಗೆ ಮೇಲ್ಮನವಿ ಇರುವುದಿಲ್ಲ. ಇದರಿಂದ ಸಮಯ ಹಾಗೂ ಹಣದ ಉಳಿತಾಯವಾಗಲಿದೆ. ಸಾರ್ವಜನಿಕರು ಇದರ ಸದುಪಯೋಗ ಪಡೆದುಕೊಳ್ಳಬೇಕು ಎಂದರು. [412, 1801, 587, 1864]
story2-col1: ದಾವಣಗೆರೆ: ಎಲ್ಲಾ ಸಮಸ್ಯೆಗಳಿಗೂ ಆತ್ಮಹತ್ಯೆ ಒಂದೇ ಪರಿಹಾರವಲ್ಲ, ಮತ್ತು ಮನಸ್ಸಿನಿಂದ ಚರ್ಚೆ ಮಾಡುವ ಮೂಲಕ ಸಮಸ್ಯೆಗೆ ಪರಿಹಾರ ಕಂಡುಕೊಂಡು ಆತ್ಮಹತ್ಯೆ ಆಲೋಚನೆಯಿಂದ ಹೊರಬರಬೇಕು ಎಂದು 1ನೇ ಹೆಚ್ಚುವರಿ ಜಿಲ್ಲಾ ಮತ್ತು ಸತ್ರ ನ್ಯಾಯಾಧೀಶರು ಹಾಗೂ ಜಿಲ್ಲಾ ಕಾನೂನು ಸೇವಾ ಪ್ರಾಧಿಕಾರದ ಅಧ್ಯಕ್ಷ ಎಂ.ಹೆಚ್. ಅಣ್ಣಯ್ಯ ಹೇಳಿದರು. ನಗರದ ಬಿ.ಎಸ್. ಚನ್ನಬಸಪ್ಪ ಪ್ರಥಮ ದರ್ಜೆ ಕಾಲೇಜು ಸಭಾಂಗಣದಲ್ಲಿ ಜಿಲ್ಲಾಡಳಿತ, ಜಿಲ್ಲಾ ಪಂಚಾಯತ್, ಜಿಲ್ಲಾ ಆರೋಗ್ಯ ಮತ್ತು ಕುಟುಂಬ ಕಲ್ಯಾಣ ಇಲಾಖೆ, ಜಿಲ್ಲಾ ಮಾನಸಿಕ ಆರೋಗ್ಯ ಕಾರ್ಯಕ್ರಮ, ಚಿಗಟೇರಿ ಜಿಲ್ಲಾ ಆಸ್ಪತ್ರೆ, ಮನೋವೈದ್ಯಕೀಯ ವಿಭಾಗ, ಜಿಲ್ಲಾ ಕಾನೂನು ಸೇವಾ ಪ್ರಾಧಿಕಾರ ಹಾಗೂ ಬಿ.ಎಸ್. ಚನ್ನಬಸಪ್ಪ ಪ್ರಥಮ ದರ್ಜೆ ಕಾಲೇಜು, ರಾಷ್ಟ್ರೀಯ ಸೇವಾ ಯೋಜನೆ ವಿಭಾಗ ವತಿಯಿಂದ ವಿಶ್ವ ಆತ್ಮಹತ್ಯೆ ತಡೆಗಟ್ಟುವ ದಿನಾಚರಣೆಯನ್ನು ಆತ್ಮಹತ್ಯೆಯ [296, 623, 496, 790]
story1-col1b [200, 356, 282, 476]
brand-name: ಹೊಸದಿಗಂತ [1040, 7, 1170, 45]
story1-col5: ಪಕ್ಷವು ಮಹತ್ತರವಾದ ಭೂಮಿಕೆಯಾಗಿ ಪಕ್ಷದ ಸದಸ್ಯರು ಇನ್ನಷ್ಟು ಉತ್ಸಾಹದಿಂದ ಕೆಲಸ ಮಾಡಬೇಕು. ಧಾರ್ಮಿಕ ಕಾರ್ಯಕ್ರಮಗಳಿಗೆ ಸರ್ಕಾರವು ಅಡೆತಡೆ ಮಾಡುತ್ತಿದೆ. ಭಾರತದ ಹಿಂದೂಗಳ ಮೇಲೆ ದೌರ್ಜನ್ಯ ನಡೆಯುತ್ತಿರುವಾಗ ಮೌನವಾಗಿರುವ ಕಾಂಗ್ರೆಸ್ ನಾಯಕರು ಮುಸ್ಲಿಂ ಓಲೈಕೆ ಮಾಡುವುದರಲ್ಲಿ ತೊಡಗಿದ್ದಾರೆ. ಹಿಂದೂಗಳ ಭದ್ರತೆ ಪ್ರಶ್ನೆಯಾಗಿದೆ ಎಂದರು. [880, 197, 1080, 273]
quote-mark-icon: “ [668, 196, 708, 236]
ad-place: ಜ್ಞಾನಭಾರತಿ, ಬೆಂಗಳೂರು - 560056 [996, 1570, 1113, 1580]
